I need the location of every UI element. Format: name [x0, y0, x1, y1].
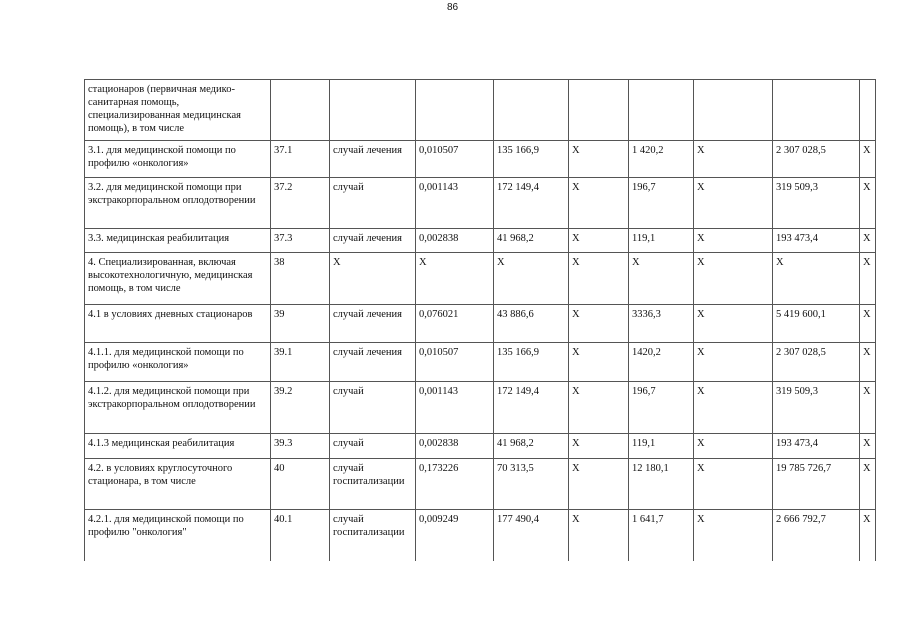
unit-cell [330, 80, 416, 141]
volume-norm-cell [416, 80, 494, 141]
total-cost-cell: 2 307 028,5 [773, 141, 860, 178]
value-cell: X [694, 229, 773, 253]
row-label-cell: 4.1.1. для медицинской помощи по профилю «онкология» [85, 343, 271, 382]
value-cell: X [569, 382, 629, 434]
total-cost-cell: 5 419 600,1 [773, 305, 860, 343]
total-cost-cell: 2 307 028,5 [773, 343, 860, 382]
table-row [85, 141, 876, 178]
volume-norm-cell: 0,001143 [416, 178, 494, 229]
value-cell: X [694, 510, 773, 561]
value-cell: X [860, 382, 876, 434]
value-cell: X [860, 253, 876, 305]
row-label-cell: 3.3. медицинская реабилитация [85, 229, 271, 253]
unit-cell: случай [330, 178, 416, 229]
volume-norm-cell: 0,002838 [416, 434, 494, 459]
total-cost-cell: 319 509,3 [773, 382, 860, 434]
volume-norm-cell: 0,076021 [416, 305, 494, 343]
row-number-cell: 37.1 [271, 141, 330, 178]
cost-norm-cell: 41 968,2 [494, 434, 569, 459]
row-label-cell: стационаров (первичная медико-санитарная помощь, специализированная медицинская помощь), в том числе [85, 80, 271, 141]
row-label-cell: 3.2. для медицинской помощи при экстракорпоральном оплодотворении [85, 178, 271, 229]
value-cell: X [569, 434, 629, 459]
volume-norm-cell: X [416, 253, 494, 305]
total-cost-cell: 193 473,4 [773, 434, 860, 459]
row-number-cell: 38 [271, 253, 330, 305]
cost-norm-cell: 43 886,6 [494, 305, 569, 343]
cost-norm-cell: 172 149,4 [494, 178, 569, 229]
page-number: 86 [446, 2, 459, 13]
table-row [85, 305, 876, 343]
per-capita-cell: 119,1 [629, 229, 694, 253]
value-cell: X [694, 382, 773, 434]
value-cell: X [694, 141, 773, 178]
row-number-cell: 37.3 [271, 229, 330, 253]
per-capita-cell: 196,7 [629, 178, 694, 229]
value-cell [860, 80, 876, 141]
unit-cell: случай [330, 382, 416, 434]
per-capita-cell: 1 641,7 [629, 510, 694, 561]
total-cost-cell: 19 785 726,7 [773, 459, 860, 510]
value-cell: X [860, 510, 876, 561]
table-row [85, 80, 876, 141]
per-capita-cell: 1 420,2 [629, 141, 694, 178]
value-cell: X [569, 253, 629, 305]
volume-norm-cell: 0,001143 [416, 382, 494, 434]
table-row [85, 382, 876, 434]
row-number-cell [271, 80, 330, 141]
volume-norm-cell: 0,173226 [416, 459, 494, 510]
row-label-cell: 4.2.1. для медицинской помощи по профилю "онкология" [85, 510, 271, 561]
cost-norm-cell: X [494, 253, 569, 305]
cost-norm-cell: 135 166,9 [494, 141, 569, 178]
row-label-cell: 3.1. для медицинской помощи по профилю «онкология» [85, 141, 271, 178]
unit-cell: случай лечения [330, 141, 416, 178]
per-capita-cell: 1420,2 [629, 343, 694, 382]
total-cost-cell: 2 666 792,7 [773, 510, 860, 561]
row-label-cell: 4.1.2. для медицинской помощи при экстракорпоральном оплодотворении [85, 382, 271, 434]
unit-cell: случай лечения [330, 343, 416, 382]
value-cell: X [694, 459, 773, 510]
row-number-cell: 37.2 [271, 178, 330, 229]
value-cell: X [860, 178, 876, 229]
table-row [85, 253, 876, 305]
row-label-cell: 4.1.3 медицинская реабилитация [85, 434, 271, 459]
value-cell: X [860, 305, 876, 343]
row-number-cell: 40 [271, 459, 330, 510]
row-label-cell: 4. Специализированная, включая высокотехнологичную, медицинская помощь, в том числе [85, 253, 271, 305]
per-capita-cell: 119,1 [629, 434, 694, 459]
value-cell: X [569, 229, 629, 253]
value-cell: X [860, 229, 876, 253]
volume-norm-cell: 0,002838 [416, 229, 494, 253]
value-cell: X [569, 510, 629, 561]
table-row [85, 178, 876, 229]
value-cell: X [569, 141, 629, 178]
table-row [85, 459, 876, 510]
per-capita-cell: 196,7 [629, 382, 694, 434]
per-capita-cell [629, 80, 694, 141]
row-label-cell: 4.1 в условиях дневных стационаров [85, 305, 271, 343]
unit-cell: случай лечения [330, 305, 416, 343]
table-row [85, 434, 876, 459]
unit-cell: случай [330, 434, 416, 459]
value-cell: X [860, 141, 876, 178]
cost-norm-cell: 41 968,2 [494, 229, 569, 253]
unit-cell: случай лечения [330, 229, 416, 253]
value-cell: X [694, 343, 773, 382]
row-number-cell: 39 [271, 305, 330, 343]
table-row [85, 343, 876, 382]
unit-cell: X [330, 253, 416, 305]
financing-table [84, 79, 876, 561]
value-cell: X [694, 253, 773, 305]
unit-cell: случай госпитализации [330, 510, 416, 561]
row-number-cell: 40.1 [271, 510, 330, 561]
value-cell: X [569, 459, 629, 510]
row-number-cell: 39.1 [271, 343, 330, 382]
cost-norm-cell: 135 166,9 [494, 343, 569, 382]
value-cell: X [860, 434, 876, 459]
per-capita-cell: 3336,3 [629, 305, 694, 343]
total-cost-cell: 193 473,4 [773, 229, 860, 253]
per-capita-cell: 12 180,1 [629, 459, 694, 510]
table-row [85, 229, 876, 253]
cost-norm-cell [494, 80, 569, 141]
row-number-cell: 39.2 [271, 382, 330, 434]
total-cost-cell: 319 509,3 [773, 178, 860, 229]
value-cell [569, 80, 629, 141]
table-row [85, 510, 876, 561]
total-cost-cell: X [773, 253, 860, 305]
value-cell: X [569, 305, 629, 343]
value-cell: X [569, 178, 629, 229]
row-label-cell: 4.2. в условиях круглосуточного стационара, в том числе [85, 459, 271, 510]
value-cell [694, 80, 773, 141]
row-number-cell: 39.3 [271, 434, 330, 459]
value-cell: X [860, 459, 876, 510]
per-capita-cell: X [629, 253, 694, 305]
volume-norm-cell: 0,010507 [416, 141, 494, 178]
cost-norm-cell: 177 490,4 [494, 510, 569, 561]
total-cost-cell [773, 80, 860, 141]
cost-norm-cell: 172 149,4 [494, 382, 569, 434]
value-cell: X [694, 305, 773, 343]
volume-norm-cell: 0,009249 [416, 510, 494, 561]
cost-norm-cell: 70 313,5 [494, 459, 569, 510]
value-cell: X [694, 434, 773, 459]
unit-cell: случай госпитализации [330, 459, 416, 510]
volume-norm-cell: 0,010507 [416, 343, 494, 382]
value-cell: X [694, 178, 773, 229]
value-cell: X [569, 343, 629, 382]
value-cell: X [860, 343, 876, 382]
